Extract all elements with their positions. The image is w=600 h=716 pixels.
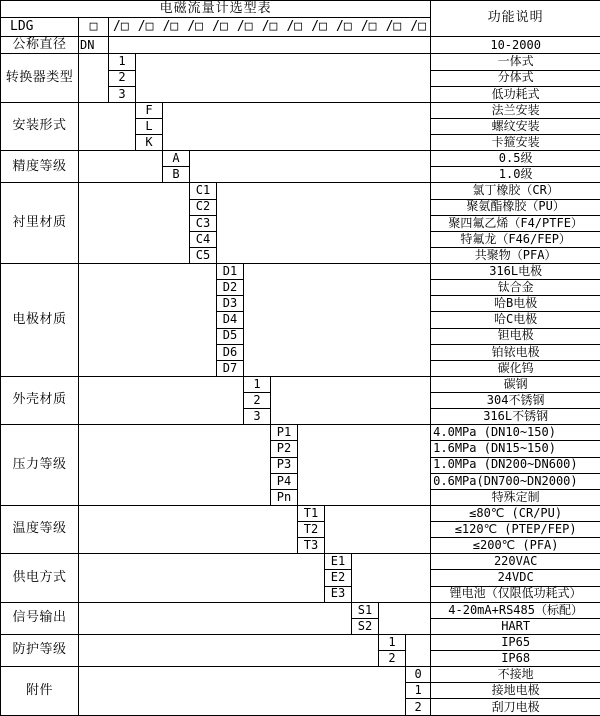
code-cell: B	[163, 167, 190, 183]
code-cell: 0	[406, 667, 431, 683]
description-cell: ≤200℃ (PFA)	[431, 538, 600, 554]
description-cell: 不接地	[431, 667, 600, 683]
gap-cell	[379, 602, 431, 634]
code-cell: T3	[298, 538, 325, 554]
description-cell: 低功耗式	[431, 86, 600, 102]
description-cell: 共聚物（PFA）	[431, 247, 600, 263]
category-label: 外壳材质	[1, 376, 79, 424]
code-cell: S1	[352, 602, 379, 618]
gap-cell	[109, 37, 431, 54]
model-prefix: LDG	[1, 18, 79, 37]
gap-cell	[79, 151, 163, 183]
table-row	[1, 425, 600, 441]
description-cell: IP68	[431, 651, 600, 667]
description-cell: 碳钢	[431, 376, 600, 392]
category-label: 转换器类型	[1, 54, 79, 102]
description-cell: 10-2000	[431, 37, 600, 54]
slash-box: /□	[360, 18, 377, 34]
gap-cell	[271, 376, 431, 424]
gap-cell	[79, 634, 379, 666]
category-label: 附件	[1, 667, 79, 716]
code-cell: K	[136, 135, 163, 151]
description-cell: 分体式	[431, 70, 600, 86]
code-cell: Pn	[271, 489, 298, 505]
gap-cell	[352, 554, 431, 602]
description-cell: 特殊定制	[431, 489, 600, 505]
code-cell: F	[136, 102, 163, 118]
description-cell: 锂电池（仅限低功耗式）	[431, 586, 600, 602]
table-row	[1, 667, 600, 683]
description-cell: 接地电极	[431, 683, 600, 699]
table-row	[1, 37, 600, 54]
slash-box: /□	[336, 18, 352, 34]
description-cell: 法兰安装	[431, 102, 600, 118]
gap-cell	[79, 554, 325, 602]
description-cell: 316L电极	[431, 264, 600, 280]
category-label: 供电方式	[1, 554, 79, 602]
table-row	[1, 183, 600, 199]
code-cell: D3	[217, 296, 244, 312]
slash-box: /□	[236, 18, 253, 34]
gap-cell	[79, 425, 271, 506]
slash-box: /□	[286, 18, 303, 34]
gap-cell	[325, 505, 431, 553]
code-cell: C5	[190, 247, 217, 263]
description-cell: 0.6MPa(DN700~DN2000)	[431, 473, 600, 489]
code-cell: 1	[244, 376, 271, 392]
table-row	[1, 151, 600, 167]
description-cell: 钛合金	[431, 280, 600, 296]
description-cell: 24VDC	[431, 570, 600, 586]
table-title: 电磁流量计选型表	[1, 1, 431, 18]
slash-box: /□	[113, 18, 129, 34]
code-cell: 2	[406, 699, 431, 716]
description-cell: 1.0级	[431, 167, 600, 183]
slash-box-sequence	[109, 20, 430, 34]
slash-box: /□	[137, 18, 154, 34]
code-cell: 3	[109, 86, 136, 102]
code-cell: T2	[298, 522, 325, 538]
description-cell: 刮刀电极	[431, 699, 600, 716]
category-label: 安装形式	[1, 102, 79, 150]
category-label: 防护等级	[1, 634, 79, 666]
slash-box: /□	[162, 18, 179, 34]
category-label: 公称直径	[1, 37, 79, 54]
description-cell: ≤80℃ (CR/PU)	[431, 505, 600, 521]
table-row	[1, 102, 600, 118]
description-cell: 螺纹安装	[431, 118, 600, 134]
description-cell: 1.6MPa (DN15~150)	[431, 441, 600, 457]
description-cell: 4.0MPa (DN10~150)	[431, 425, 600, 441]
code-cell: C1	[190, 183, 217, 199]
category-label: 电极材质	[1, 264, 79, 377]
gap-cell	[298, 425, 431, 506]
description-cell: 氯丁橡胶（CR）	[431, 183, 600, 199]
model-first-box: □	[79, 18, 109, 37]
slash-box: /□	[311, 18, 327, 34]
description-cell: 316L不锈钢	[431, 409, 600, 425]
gap-cell	[406, 634, 431, 666]
code-cell: D7	[217, 360, 244, 376]
category-label: 压力等级	[1, 425, 79, 506]
slash-box: /□	[212, 18, 228, 34]
description-cell: 聚氨酯橡胶（PU）	[431, 199, 600, 215]
code-cell: D5	[217, 328, 244, 344]
gap-cell	[163, 102, 431, 150]
description-cell: 304不锈钢	[431, 393, 600, 409]
description-cell: 哈B电极	[431, 296, 600, 312]
gap-cell	[136, 54, 431, 102]
code-cell: 3	[244, 409, 271, 425]
code-cell: P4	[271, 473, 298, 489]
table-row	[1, 54, 600, 70]
gap-cell	[79, 54, 109, 102]
table-row	[1, 602, 600, 618]
gap-cell	[244, 264, 431, 377]
description-cell: ≤120℃ (PTEP/FEP)	[431, 522, 600, 538]
code-cell: 1	[379, 634, 406, 650]
gap-cell	[79, 667, 406, 716]
table-row	[1, 634, 600, 650]
category-label: 信号输出	[1, 602, 79, 634]
description-cell: HART	[431, 618, 600, 634]
gap-cell	[79, 376, 244, 424]
gap-cell	[79, 264, 217, 377]
description-cell: 卡箍安装	[431, 135, 600, 151]
gap-cell	[79, 505, 298, 553]
description-cell: 钽电极	[431, 328, 600, 344]
model-code-boxes	[109, 18, 431, 37]
category-label: 精度等级	[1, 151, 79, 183]
table-row	[1, 264, 600, 280]
table-row	[1, 376, 600, 392]
code-cell: E2	[325, 570, 352, 586]
code-cell: D1	[217, 264, 244, 280]
description-cell: 铂铱电极	[431, 344, 600, 360]
code-cell: 2	[379, 651, 406, 667]
code-cell: P1	[271, 425, 298, 441]
slash-box: /□	[385, 18, 402, 34]
gap-cell	[190, 151, 431, 183]
category-label: 温度等级	[1, 505, 79, 553]
code-cell: D4	[217, 312, 244, 328]
code-cell: P2	[271, 441, 298, 457]
code-cell: D6	[217, 344, 244, 360]
description-cell: 碳化钨	[431, 360, 600, 376]
code-cell: 1	[109, 54, 136, 70]
description-cell: 220VAC	[431, 554, 600, 570]
code-cell: DN	[79, 37, 109, 54]
description-cell: 哈C电极	[431, 312, 600, 328]
description-cell: 1.0MPa (DN200~DN600)	[431, 457, 600, 473]
code-cell: C3	[190, 215, 217, 231]
code-cell: S2	[352, 618, 379, 634]
table-row	[1, 505, 600, 521]
code-cell: A	[163, 151, 190, 167]
code-cell: D2	[217, 280, 244, 296]
code-cell: P3	[271, 457, 298, 473]
description-cell: 特氟龙（F46/FEP）	[431, 231, 600, 247]
gap-cell	[79, 602, 352, 634]
code-cell: L	[136, 118, 163, 134]
gap-cell	[79, 102, 136, 150]
gap-cell	[79, 183, 190, 264]
code-cell: 1	[406, 683, 431, 699]
description-cell: IP65	[431, 634, 600, 650]
slash-box: /□	[187, 18, 203, 34]
description-cell: 聚四氟乙烯（F4/PTFE）	[431, 215, 600, 231]
category-label: 衬里材质	[1, 183, 79, 264]
description-cell: 4-20mA+RS485（标配）	[431, 602, 600, 618]
code-cell: E3	[325, 586, 352, 602]
code-cell: E1	[325, 554, 352, 570]
gap-cell	[217, 183, 431, 264]
code-cell: C4	[190, 231, 217, 247]
code-cell: T1	[298, 505, 325, 521]
code-cell: 2	[109, 70, 136, 86]
header-row	[1, 1, 600, 18]
slash-box: /□	[261, 18, 278, 34]
table-row	[1, 554, 600, 570]
code-cell: C2	[190, 199, 217, 215]
description-cell: 一体式	[431, 54, 600, 70]
slash-box: /□	[410, 18, 427, 34]
function-column-header: 功能说明	[431, 1, 600, 37]
description-cell: 0.5级	[431, 151, 600, 167]
code-cell: 2	[244, 393, 271, 409]
